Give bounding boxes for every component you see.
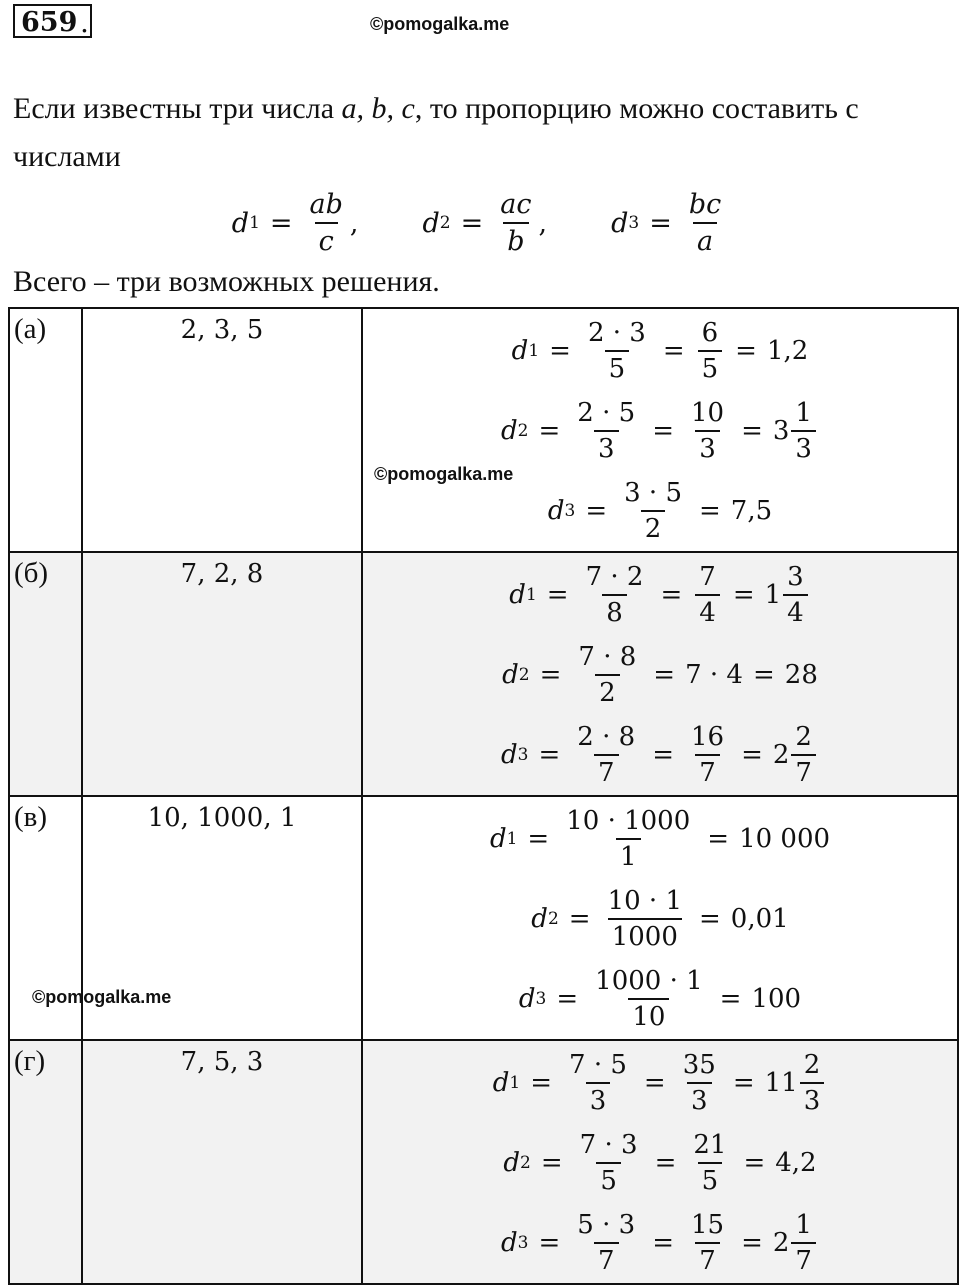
mixed-whole: 2 — [772, 1228, 790, 1258]
fraction-numerator: 1000 · 1 — [595, 966, 703, 996]
equals-sign: = — [643, 1068, 666, 1098]
mixed-fraction — [800, 1052, 825, 1114]
formula-comma: , — [538, 207, 548, 239]
fraction-denominator: 1 — [616, 838, 641, 870]
fraction-denominator: 7 — [791, 1242, 816, 1274]
equals-sign: = — [752, 660, 775, 690]
fraction-numerator: 21 — [693, 1130, 727, 1160]
equation-subscript: 1 — [506, 828, 518, 849]
fraction-numerator: 7 — [699, 562, 716, 592]
equals-sign: = — [538, 416, 561, 446]
fraction-numerator: 7 · 2 — [585, 562, 644, 592]
equals-sign: = — [540, 1148, 563, 1178]
equals-sign: = — [538, 1228, 561, 1258]
fraction-numerator: 2 · 8 — [577, 722, 636, 752]
equals-sign: = — [539, 660, 562, 690]
fraction-denominator: 4 — [695, 594, 720, 626]
equals-sign: = — [735, 336, 757, 366]
equation-stack — [363, 309, 957, 551]
equation-subscript: 3 — [535, 988, 547, 1009]
fraction-numerator: 2 · 5 — [577, 398, 636, 428]
product-fraction — [576, 1132, 642, 1194]
fraction-denominator: 2 — [641, 510, 666, 542]
fraction-denominator: 7 — [594, 754, 619, 786]
equation-variable: d — [503, 1148, 521, 1178]
mixed-whole: 11 — [764, 1068, 798, 1098]
product-fraction — [584, 320, 650, 382]
problem-number-dot: . — [80, 6, 89, 39]
table-row — [9, 552, 958, 796]
equals-sign: = — [741, 416, 763, 446]
simplified-fraction — [698, 320, 723, 382]
simplified-fraction — [689, 1132, 730, 1194]
equation-variable: d — [501, 1228, 518, 1258]
row-numbers: 7, 2, 8 — [82, 552, 362, 796]
fraction-numerator: ab — [309, 189, 343, 220]
equals-sign: = — [741, 1228, 763, 1258]
intro-text-before: Если известны три числа — [13, 92, 342, 125]
equation-variable: d — [492, 1068, 510, 1098]
equals-sign: = — [660, 580, 683, 610]
equation-subscript: 2 — [547, 908, 559, 929]
row-solution — [362, 1040, 958, 1284]
fraction-denominator: b — [503, 222, 528, 255]
fraction-denominator: 4 — [783, 594, 808, 626]
equation-stack — [363, 553, 957, 795]
equation-subscript: 3 — [517, 1232, 529, 1253]
mixed-number-result — [773, 400, 819, 462]
equation-variable: d — [531, 904, 548, 934]
fraction-denominator: 1000 — [608, 918, 682, 950]
equals-sign: = — [654, 1148, 677, 1178]
row-numbers: 7, 5, 3 — [82, 1040, 362, 1284]
table-row — [9, 308, 958, 552]
fraction-numerator: 6 — [701, 318, 719, 348]
equation-d1 — [490, 799, 830, 879]
equals-sign: = — [707, 824, 730, 854]
equation-d3 — [501, 1203, 819, 1283]
intro-line-1 — [13, 92, 859, 126]
intro-line-3: Всего – три возможных решения. — [13, 265, 440, 298]
equation-d3 — [519, 959, 801, 1039]
equals-sign: = — [732, 1068, 755, 1098]
equals-sign: = — [530, 1068, 553, 1098]
fraction-denominator: 2 — [595, 674, 620, 706]
mixed-whole: 2 — [772, 740, 790, 770]
equation-d3 — [548, 471, 772, 551]
equation-result: 1,2 — [766, 336, 809, 366]
equals-sign: = — [699, 496, 721, 526]
equation-subscript: 1 — [528, 340, 540, 361]
row-solution — [362, 308, 958, 552]
mixed-fraction — [791, 400, 816, 462]
product-fraction — [562, 808, 694, 870]
fraction-denominator: 3 — [791, 430, 816, 462]
product-fraction — [573, 400, 639, 462]
fraction-numerator: 1 — [795, 1210, 812, 1240]
mixed-fraction — [791, 724, 816, 786]
formula-variable: d — [611, 207, 629, 239]
equation-result: 100 — [751, 984, 802, 1014]
equation-subscript: 2 — [520, 1152, 531, 1173]
fraction-denominator: 3 — [687, 1082, 712, 1114]
row-label: (б) — [9, 552, 82, 796]
fraction-denominator: 5 — [605, 350, 630, 382]
fraction-numerator: 2 — [795, 722, 812, 752]
fraction-denominator: 7 — [695, 754, 720, 786]
equation-variable: d — [501, 740, 518, 770]
fraction-denominator: 3 — [695, 430, 720, 462]
fraction-denominator: 7 — [695, 1242, 720, 1274]
equation-d2 — [502, 635, 818, 715]
equation-subscript: 1 — [525, 584, 537, 605]
equals-sign: = — [743, 1148, 766, 1178]
equation-d1 — [509, 555, 810, 635]
equation-variable: d — [511, 336, 529, 366]
formula-d1 — [232, 186, 359, 260]
product-fraction — [582, 564, 648, 626]
equation-result: 7,5 — [730, 496, 773, 526]
fraction-numerator: 3 — [787, 562, 804, 592]
equals-sign: = — [699, 904, 721, 934]
fraction-denominator: 5 — [698, 1162, 723, 1194]
product-fraction — [604, 888, 686, 950]
fraction-numerator: 16 — [690, 722, 725, 752]
equals-sign: = — [538, 740, 561, 770]
formula-subscript: 2 — [439, 212, 451, 233]
row-label: (в) — [9, 796, 82, 1040]
product-fraction — [620, 480, 686, 542]
equation-variable: d — [501, 416, 518, 446]
simplified-fraction — [687, 1212, 728, 1274]
fraction-numerator: ac — [500, 189, 532, 220]
mixed-whole: 3 — [772, 416, 790, 446]
fraction-numerator: 1 — [795, 398, 812, 428]
intro-line-2: числами — [13, 140, 121, 173]
fraction-numerator: 10 · 1000 — [566, 806, 691, 836]
equation-d2 — [503, 1123, 816, 1203]
product-fraction — [573, 1212, 639, 1274]
fraction-numerator: 7 · 3 — [579, 1130, 638, 1160]
equals-sign: = — [568, 904, 591, 934]
mixed-number-result — [773, 724, 819, 786]
solutions-table — [8, 307, 959, 1285]
equation-subscript: 3 — [564, 500, 576, 521]
mixed-number-result — [773, 1212, 819, 1274]
product-fraction — [591, 968, 707, 1030]
fraction-denominator: a — [693, 222, 717, 255]
equals-sign: = — [732, 580, 755, 610]
fraction-numerator: bc — [688, 189, 722, 220]
equals-sign: = — [652, 416, 674, 446]
equation-result: 10 000 — [739, 824, 831, 854]
equation-variable: d — [502, 660, 519, 690]
equation-variable: d — [489, 824, 507, 854]
formula-fraction — [685, 191, 725, 255]
fraction-denominator: 10 — [628, 998, 669, 1030]
row-solution — [362, 796, 958, 1040]
fraction-numerator: 7 · 5 — [569, 1050, 627, 1080]
equation-result: 0,01 — [730, 904, 789, 934]
equation-result: 4,2 — [775, 1148, 817, 1178]
watermark-row-a: ©pomogalka.me — [374, 464, 514, 484]
row-numbers: 10, 1000, 1 — [82, 796, 362, 1040]
equation-subscript: 2 — [517, 420, 529, 441]
formula-fraction — [306, 191, 347, 255]
equation-subscript: 1 — [509, 1072, 521, 1093]
equation-subscript: 3 — [517, 744, 529, 765]
general-formulas — [0, 186, 960, 260]
row-solution — [362, 552, 958, 796]
formula-fraction — [496, 191, 535, 255]
problem-number: 659 — [13, 4, 92, 38]
simplified-fraction — [679, 1052, 720, 1114]
watermark-top: ©pomogalka.me — [370, 14, 510, 34]
fraction-denominator: 7 — [791, 754, 816, 786]
product-fraction — [565, 1052, 631, 1114]
fraction-numerator: 10 · 1 — [607, 886, 682, 916]
mixed-fraction — [791, 1212, 816, 1274]
watermark-row-v: ©pomogalka.me — [32, 987, 172, 1007]
mixed-number-result — [765, 564, 811, 626]
row-label: (а) — [9, 308, 82, 552]
equals-sign: = — [741, 740, 763, 770]
fraction-numerator: 2 · 3 — [587, 318, 646, 348]
equation-d2 — [531, 879, 788, 959]
table-row — [9, 1040, 958, 1284]
simplified-fraction — [695, 564, 720, 626]
fraction-denominator: 5 — [596, 1162, 621, 1194]
intro-variables: a, b, c — [341, 92, 415, 125]
mixed-whole: 1 — [764, 580, 782, 610]
equals-sign: = — [549, 336, 571, 366]
equals-sign: = — [649, 207, 672, 239]
equation-variable: d — [509, 580, 526, 610]
mixed-number-result — [765, 1052, 828, 1114]
formula-variable: d — [231, 207, 250, 239]
equation-variable: d — [547, 496, 565, 526]
formula-variable: d — [422, 207, 440, 239]
fraction-numerator: 5 · 3 — [577, 1210, 636, 1240]
mixed-fraction — [783, 564, 808, 626]
product-fraction — [573, 724, 639, 786]
equals-sign: = — [269, 207, 293, 239]
equals-sign: = — [585, 496, 608, 526]
formula-d3 — [611, 186, 728, 260]
intermediate-product: 7 · 4 — [685, 660, 743, 690]
fraction-denominator: c — [315, 222, 338, 255]
fraction-numerator: 35 — [682, 1050, 716, 1080]
equation-stack — [363, 797, 957, 1039]
equals-sign: = — [527, 824, 550, 854]
fraction-numerator: 10 — [690, 398, 725, 428]
formula-d2 — [423, 186, 548, 260]
equals-sign: = — [556, 984, 579, 1014]
row-label: (г) — [9, 1040, 82, 1284]
equals-sign: = — [719, 984, 742, 1014]
fraction-denominator: 8 — [602, 594, 627, 626]
product-fraction — [574, 644, 640, 706]
fraction-denominator: 3 — [594, 430, 619, 462]
equation-stack — [363, 1041, 957, 1283]
equals-sign: = — [652, 1228, 674, 1258]
formula-subscript: 1 — [249, 212, 260, 233]
fraction-denominator: 3 — [586, 1082, 611, 1114]
equals-sign: = — [460, 207, 484, 239]
solutions-table-body — [9, 308, 958, 1284]
simplified-fraction — [687, 724, 728, 786]
equals-sign: = — [653, 660, 676, 690]
equation-d1 — [493, 1043, 828, 1123]
intro-text-after: , то пропорцию можно составить с — [414, 92, 859, 125]
row-numbers: 2, 3, 5 — [82, 308, 362, 552]
fraction-denominator: 5 — [698, 350, 723, 382]
equals-sign: = — [652, 740, 674, 770]
fraction-numerator: 7 · 8 — [578, 642, 637, 672]
equation-variable: d — [518, 984, 536, 1014]
fraction-numerator: 15 — [690, 1210, 725, 1240]
equation-d1 — [512, 311, 809, 391]
equation-subscript: 2 — [518, 664, 530, 685]
equation-d3 — [501, 715, 819, 795]
equation-d2 — [501, 391, 819, 471]
fraction-denominator: 3 — [800, 1082, 825, 1114]
formula-comma: , — [349, 207, 359, 239]
equals-sign: = — [662, 336, 685, 366]
formula-subscript: 3 — [628, 212, 640, 233]
fraction-numerator: 2 — [803, 1050, 821, 1080]
fraction-numerator: 3 · 5 — [624, 478, 682, 508]
simplified-fraction — [687, 400, 728, 462]
equation-result: 28 — [784, 660, 818, 690]
fraction-denominator: 7 — [594, 1242, 619, 1274]
equals-sign: = — [546, 580, 569, 610]
